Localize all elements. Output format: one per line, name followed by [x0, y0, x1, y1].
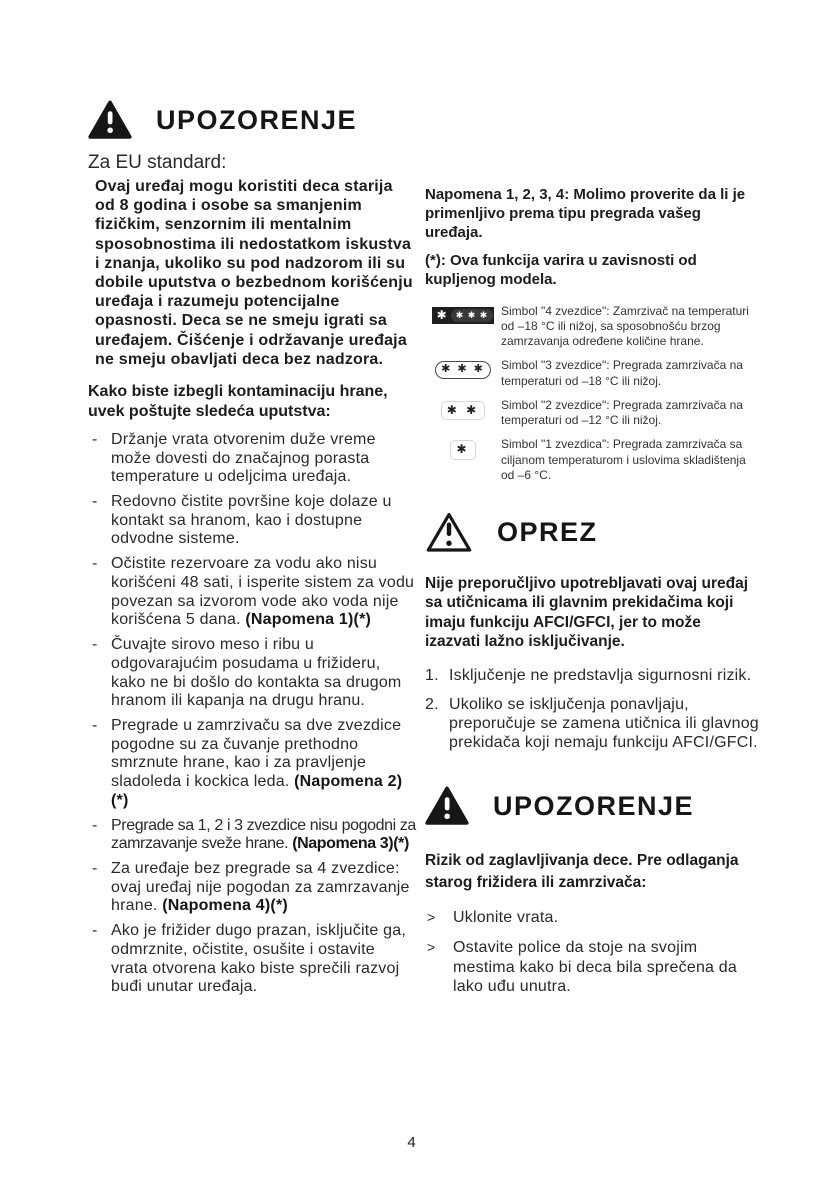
list-item	[92, 717, 416, 811]
list-number: 2.	[425, 695, 439, 713]
list-item	[92, 860, 416, 916]
four-star-icon: ✱ ✱ ✱ ✱	[432, 307, 495, 324]
list-item-text: Držanje vrata otvorenim duže vreme može dovesti do značajnog porasta temperature u odeljcima uređaja.	[111, 430, 376, 486]
dash-bullet: -	[92, 816, 98, 834]
symbol-row	[425, 358, 759, 388]
food-rules-list	[88, 431, 416, 997]
list-item-text: Ako je frižider dugo prazan, isključite ga, odmrznite, očistite, osušite i ostavite vrata otvorena kako biste sprečili razvoj buđi unutar uređaja.	[111, 922, 406, 996]
caution-numbered-list	[425, 666, 759, 753]
eu-standard-line: Za EU standard:	[88, 152, 227, 173]
dash-bullet: -	[92, 493, 98, 511]
napomena-note: Napomena 1, 2, 3, 4: Molimo proverite da li je primenljivo prema tipu pregrada vašeg uređaja.	[425, 186, 746, 241]
right-column	[425, 186, 759, 1008]
list-item-text: Redovno čistite površine koje dolaze u kontakt sa hranom, kao i dostupne odvodne sisteme.	[111, 493, 392, 548]
dash-bullet: -	[92, 555, 98, 573]
warning-triangle-filled-icon	[425, 786, 469, 826]
symbol-row	[425, 304, 759, 350]
disposal-steps-list	[427, 908, 759, 997]
list-item	[427, 938, 759, 997]
arrow-bullet: >	[427, 908, 436, 925]
list-item	[425, 695, 759, 753]
warning-title: UPOZORENJE	[156, 104, 358, 135]
left-column	[88, 100, 416, 1003]
symbol-description: Simbol "1 zvezdica": Pregrada zamrzivača sa ciljanom temperaturom i uslovima skladištenja od –6 °C.	[501, 437, 746, 482]
list-number: 1.	[425, 666, 439, 684]
food-rules-heading: Kako biste izbegli kontaminaciju hrane, uvek poštujte sledeća uputstva:	[88, 382, 388, 420]
page-number: 4	[407, 1134, 416, 1151]
list-item-text: Čuvajte sirovo meso i ribu u odgovarajućim posudama u frižideru, kako ne bi došlo do kontakta sa drugom hranom ili kapanja na drugu hranu.	[111, 636, 402, 710]
warning-title: UPOZORENJE	[493, 790, 695, 821]
caution-paragraph: Nije preporučljivo upotrebljavati ovaj uređaj sa utičnicama ili glavnim prekidačima koji imaju funkciju AFCI/GFCI, jer to može izazvati lažno isključivanje.	[425, 575, 748, 651]
symbol-description: Simbol "4 zvezdice": Zamrzivač na temperaturi od –18 °C ili nižoj, sa sposobnošću brzog zamrzavanja određene količine hrane.	[501, 303, 749, 349]
list-item	[92, 555, 416, 630]
list-item	[92, 817, 416, 854]
note-ref: (Napomena 3)(*)	[292, 835, 409, 853]
list-item	[92, 636, 416, 711]
list-item	[92, 922, 416, 997]
list-item-text: Ostavite police da stoje na svojim mestima kako bi deca bila sprečena da lako uđu unutra.	[453, 939, 737, 996]
three-star-icon: ✱ ✱ ✱	[435, 361, 491, 379]
list-item	[425, 666, 759, 685]
symbol-row	[425, 437, 759, 483]
list-item-text: Uklonite vrata.	[453, 908, 559, 926]
two-star-icon: ✱ ✱	[441, 401, 485, 420]
dash-bullet: -	[92, 430, 98, 448]
dash-bullet: -	[92, 716, 98, 734]
note-ref: (Napomena 1)(*)	[245, 611, 372, 629]
star-symbols-legend	[425, 304, 759, 483]
list-item	[92, 431, 416, 487]
symbol-description: Simbol "3 zvezdice": Pregrada zamrzivača na temperaturi od –18 °C ili nižoj.	[501, 358, 743, 388]
list-item-text: Ukoliko se isključenja ponavljaju, preporučuje se zamena utičnica ili glavnog prekidača koji nemaju funkciju AFCI/GFCI.	[449, 695, 759, 752]
warning-triangle-filled-icon	[88, 100, 132, 140]
list-item-text: Pregrade u zamrzivaču sa dve zvezdice pogodne su za čuvanje prethodno smrznute hrane, kao i za pravljenje sladoleda i kockica leda.	[111, 716, 402, 791]
arrow-bullet: >	[427, 939, 436, 956]
warning-header-2	[425, 786, 759, 826]
list-item-text: Za uređaje bez pregrade sa 4 zvezdice: ovaj uređaj nije pogodan za zamrzavanje hrane.	[111, 859, 410, 915]
note-ref: (Napomena 4)(*)	[162, 897, 288, 915]
eu-warning-paragraph: Ovaj uređaj mogu koristiti deca starija od 8 godina i osobe sa smanjenim fizičkim, senzornim ili mentalnim sposobnostima ili nedostatkom iskustva i znanja, ukoliko su pod nadzorom ili su dobile uputstva o bezbednom korišćenju uređaja i razumeju potencijalne opasnosti. Deca se ne smeju igrati sa uređajem. Čišćenje i održavanje uređaja ne smeju obavljati deca bez nadzora.	[95, 178, 413, 368]
list-item-text: Isključenje ne predstavlja sigurnosni rizik.	[449, 666, 752, 684]
caution-header	[425, 511, 759, 554]
caution-title: OPREZ	[497, 517, 598, 548]
list-item-text: Očistite rezervoare za vodu ako nisu korišćeni 48 sati, i isperite sistem za vodu povezan sa izvorom vode ako voda nije korišćena 5 dana.	[111, 555, 415, 629]
list-item	[92, 493, 416, 549]
list-item-text: Pregrade sa 1, 2 i 3 zvezdice nisu pogodni za zamrzavanje sveže hrane.	[111, 816, 416, 853]
dash-bullet: -	[92, 636, 98, 654]
warning-header-1	[88, 100, 416, 140]
note-ref: (Napomena 2)(*)	[111, 773, 403, 809]
disposal-risk-heading: Rizik od zaglavljivanja dece. Pre odlaganja starog frižidera ili zamrzivača:	[425, 852, 739, 892]
list-item	[427, 908, 759, 928]
one-star-icon: ✱	[450, 440, 475, 459]
asterisk-note: (*): Ova funkcija varira u zavisnosti od kupljenog modela.	[425, 252, 697, 288]
symbol-description: Simbol "2 zvezdice": Pregrada zamrzivača na temperaturi od –12 °C ili nižoj.	[501, 397, 743, 428]
dash-bullet: -	[92, 922, 98, 940]
caution-triangle-outline-icon	[425, 511, 473, 554]
symbol-row	[425, 398, 759, 428]
dash-bullet: -	[92, 859, 98, 877]
